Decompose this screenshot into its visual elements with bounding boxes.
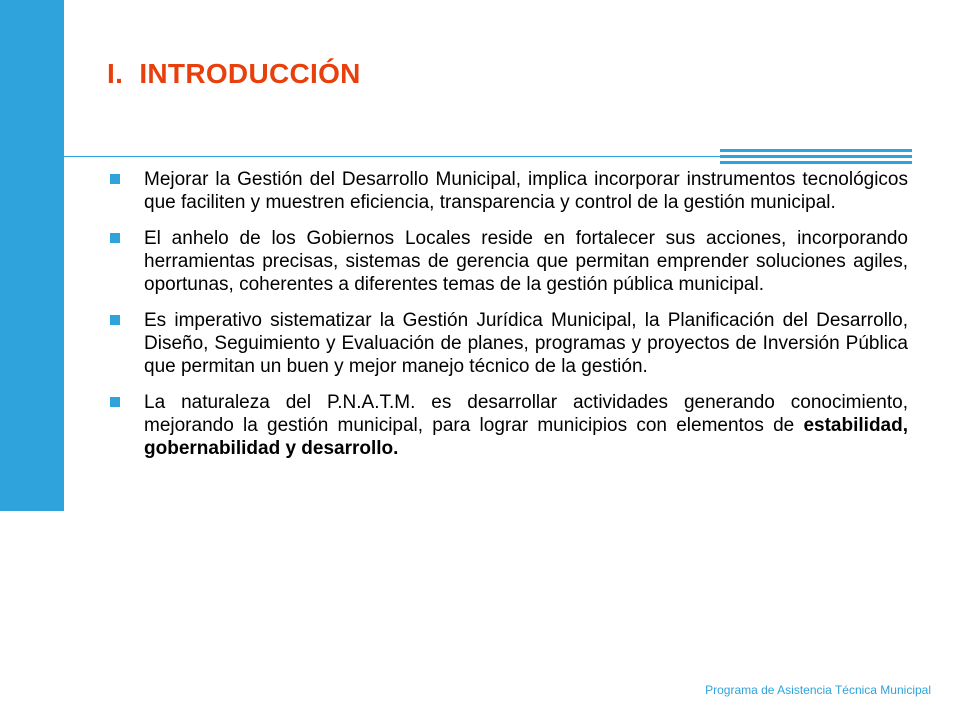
decorative-stripes (720, 149, 912, 167)
bullet-text: Es imperativo sistematizar la Gestión Jurídica Municipal, la Planificación del Desarrollo, Diseño, Seguimiento y Evaluación de planes, programas y proyectos de Inversión Pública que permitan un buen y mejor manejo técnico de la gestión. (144, 310, 908, 377)
bullet-text: El anhelo de los Gobiernos Locales reside en fortalecer sus acciones, incorporando herramientas precisas, sistemas de gerencia que permitan emprender soluciones agiles, oportunas, coherentes a diferentes temas de la gestión pública municipal. (144, 228, 908, 295)
bullet-bold-text: estabilidad, gobernabilidad y desarrollo. (144, 415, 908, 459)
square-bullet-icon (110, 397, 120, 407)
side-accent-bar (0, 0, 64, 511)
footer-text: Programa de Asistencia Técnica Municipal (705, 683, 931, 697)
bullet-item (108, 168, 908, 214)
slide-title: I. INTRODUCCIÓN (107, 58, 361, 89)
bullet-text: Mejorar la Gestión del Desarrollo Municipal, implica incorporar instrumentos tecnológicos que faciliten y muestren eficiencia, transparencia y control de la gestión municipal. (144, 169, 908, 213)
square-bullet-icon (110, 233, 120, 243)
square-bullet-icon (110, 174, 120, 184)
bullet-list (108, 168, 908, 473)
bullet-item (108, 309, 908, 378)
stripe (720, 149, 912, 152)
stripe (720, 161, 912, 164)
stripe (720, 155, 912, 158)
bullet-text: La naturaleza del P.N.A.T.M. es desarrollar actividades generando conocimiento, mejorando la gestión municipal, para lograr municipios con elementos de (144, 392, 908, 436)
bullet-item (108, 227, 908, 296)
square-bullet-icon (110, 315, 120, 325)
bullet-item (108, 391, 908, 460)
